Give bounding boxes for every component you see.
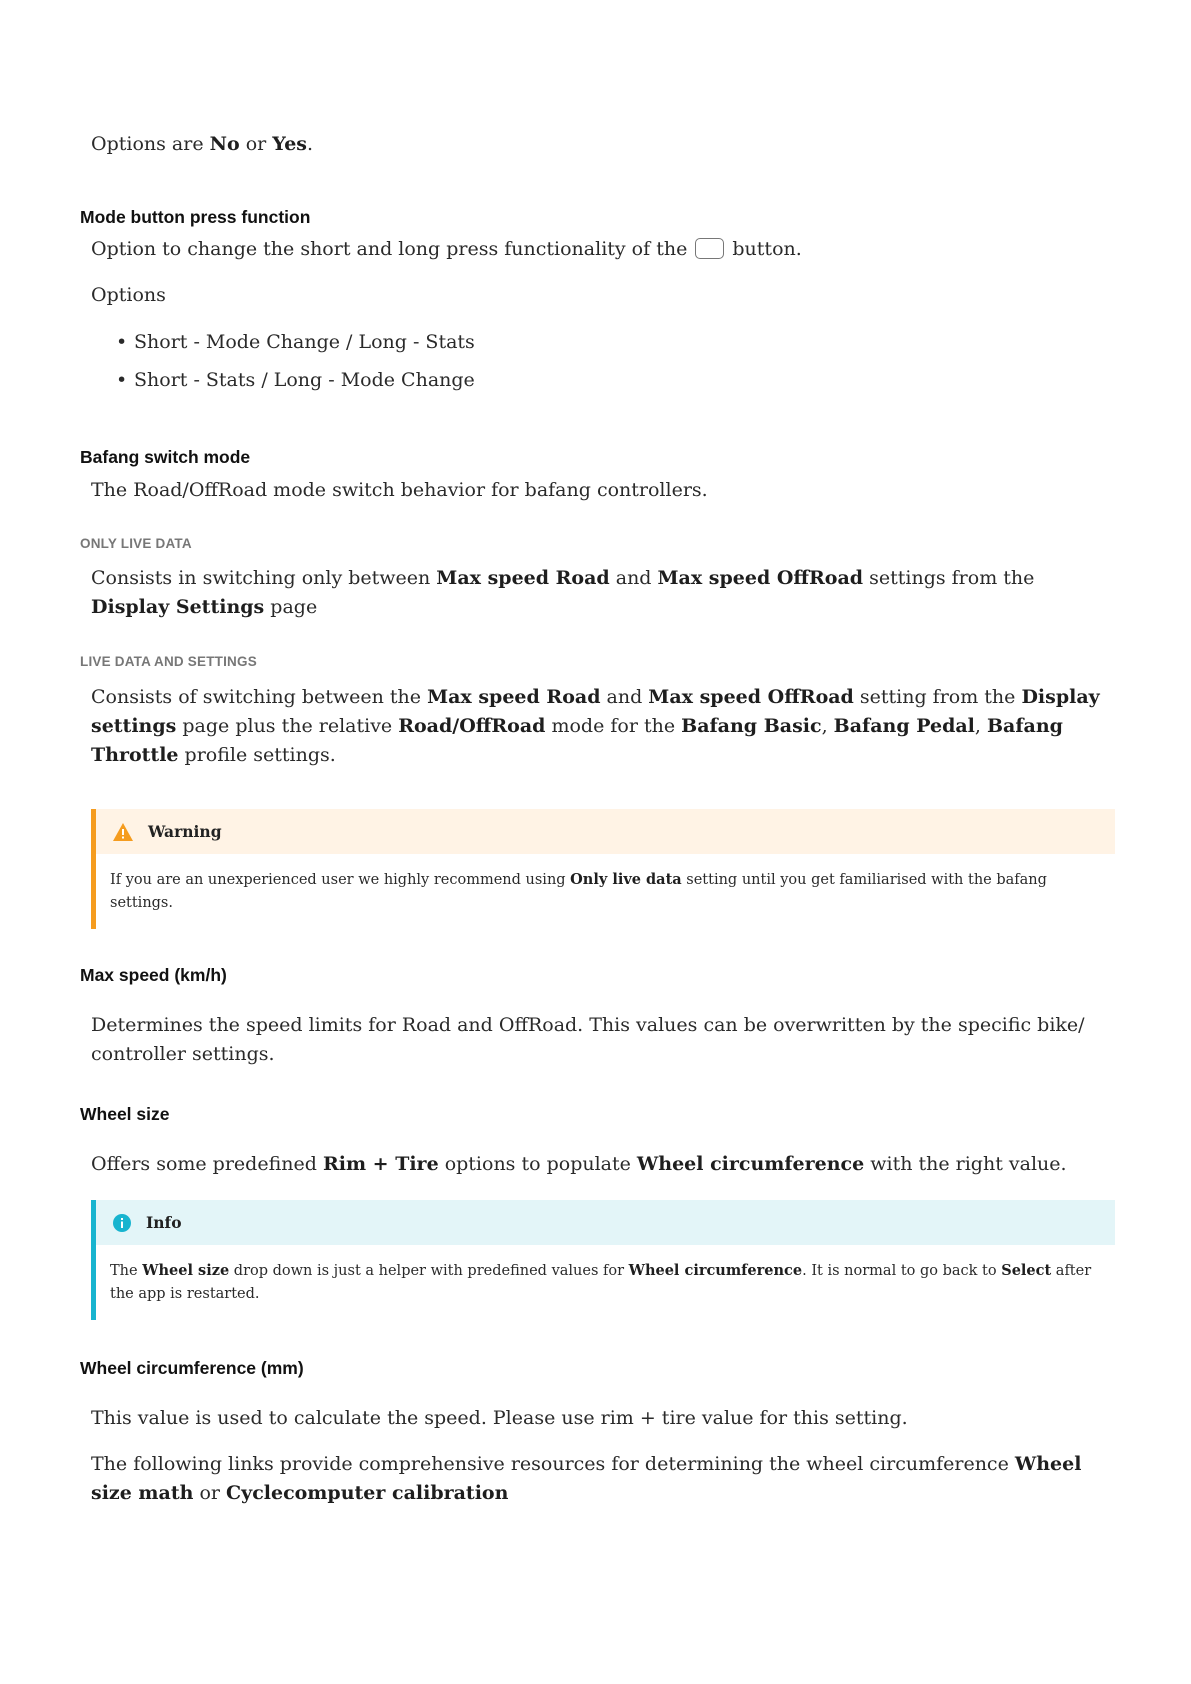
warning-icon (112, 822, 134, 842)
max-speed-description: Determines the speed limits for Road and OffRoad. This values can be overwritten by the specific bike/ controller settings. (91, 1014, 1085, 1065)
live-data-settings-description: Consists of switching between the Max speed Road and Max speed OffRoad setting from the Display settings page plus the relative Road/OffRoad mode for the Bafang Basic, Bafang Pedal, Bafang Throttle profile settings. (91, 686, 1100, 766)
wheel-size-heading: Wheel size (80, 1104, 170, 1124)
options-label: Options (91, 284, 166, 306)
bafang-description: The Road/OffRoad mode switch behavior for bafang controllers. (91, 479, 708, 501)
wheel-size-math-link[interactable]: Wheel size math (91, 1453, 1082, 1504)
info-body: The Wheel size drop down is just a helper with predefined values for Wheel circumference. It is normal to go back to Select after the app is restarted. (110, 1262, 1092, 1302)
list-item: • Short - Stats / Long - Mode Change (116, 369, 475, 391)
only-live-data-description: Consists in switching only between Max speed Road and Max speed OffRoad settings from the Display Settings page (91, 567, 1035, 618)
live-data-settings-subheading: LIVE DATA AND SETTINGS (80, 654, 257, 669)
warning-header (96, 809, 1115, 854)
cyclecomputer-calibration-link[interactable]: Cyclecomputer calibration (226, 1482, 509, 1504)
mode-button-description: Option to change the short and long press functionality of the button. (91, 238, 802, 260)
info-title: Info (146, 1213, 182, 1232)
warning-title: Warning (148, 822, 222, 841)
mode-options-list (80, 328, 475, 404)
mode-button-heading: Mode button press function (80, 207, 311, 227)
warning-callout (91, 809, 1115, 929)
only-live-data-subheading: ONLY LIVE DATA (80, 536, 192, 551)
max-speed-heading: Max speed (km/h) (80, 965, 227, 985)
list-item: • Short - Mode Change / Long - Stats (116, 331, 475, 353)
wheel-size-description: Offers some predefined Rim + Tire options to populate Wheel circumference with the right value. (91, 1153, 1067, 1175)
wheel-circumference-heading: Wheel circumference (mm) (80, 1358, 304, 1378)
warning-body: If you are an unexperienced user we highly recommend using Only live data setting until you get familiarised with the bafang settings. (110, 871, 1047, 911)
options-text: Options are No or Yes. (91, 133, 314, 155)
bafang-heading: Bafang switch mode (80, 447, 251, 467)
info-header (96, 1200, 1115, 1245)
mode-button-icon (695, 238, 724, 259)
info-callout (91, 1200, 1115, 1320)
info-icon (112, 1213, 132, 1233)
wheel-circumference-links: The following links provide comprehensive resources for determining the wheel circumference Wheel size math or Cyclecomputer calibration (91, 1453, 1082, 1504)
wheel-circumference-description: This value is used to calculate the speed. Please use rim + tire value for this setting. (91, 1407, 908, 1429)
